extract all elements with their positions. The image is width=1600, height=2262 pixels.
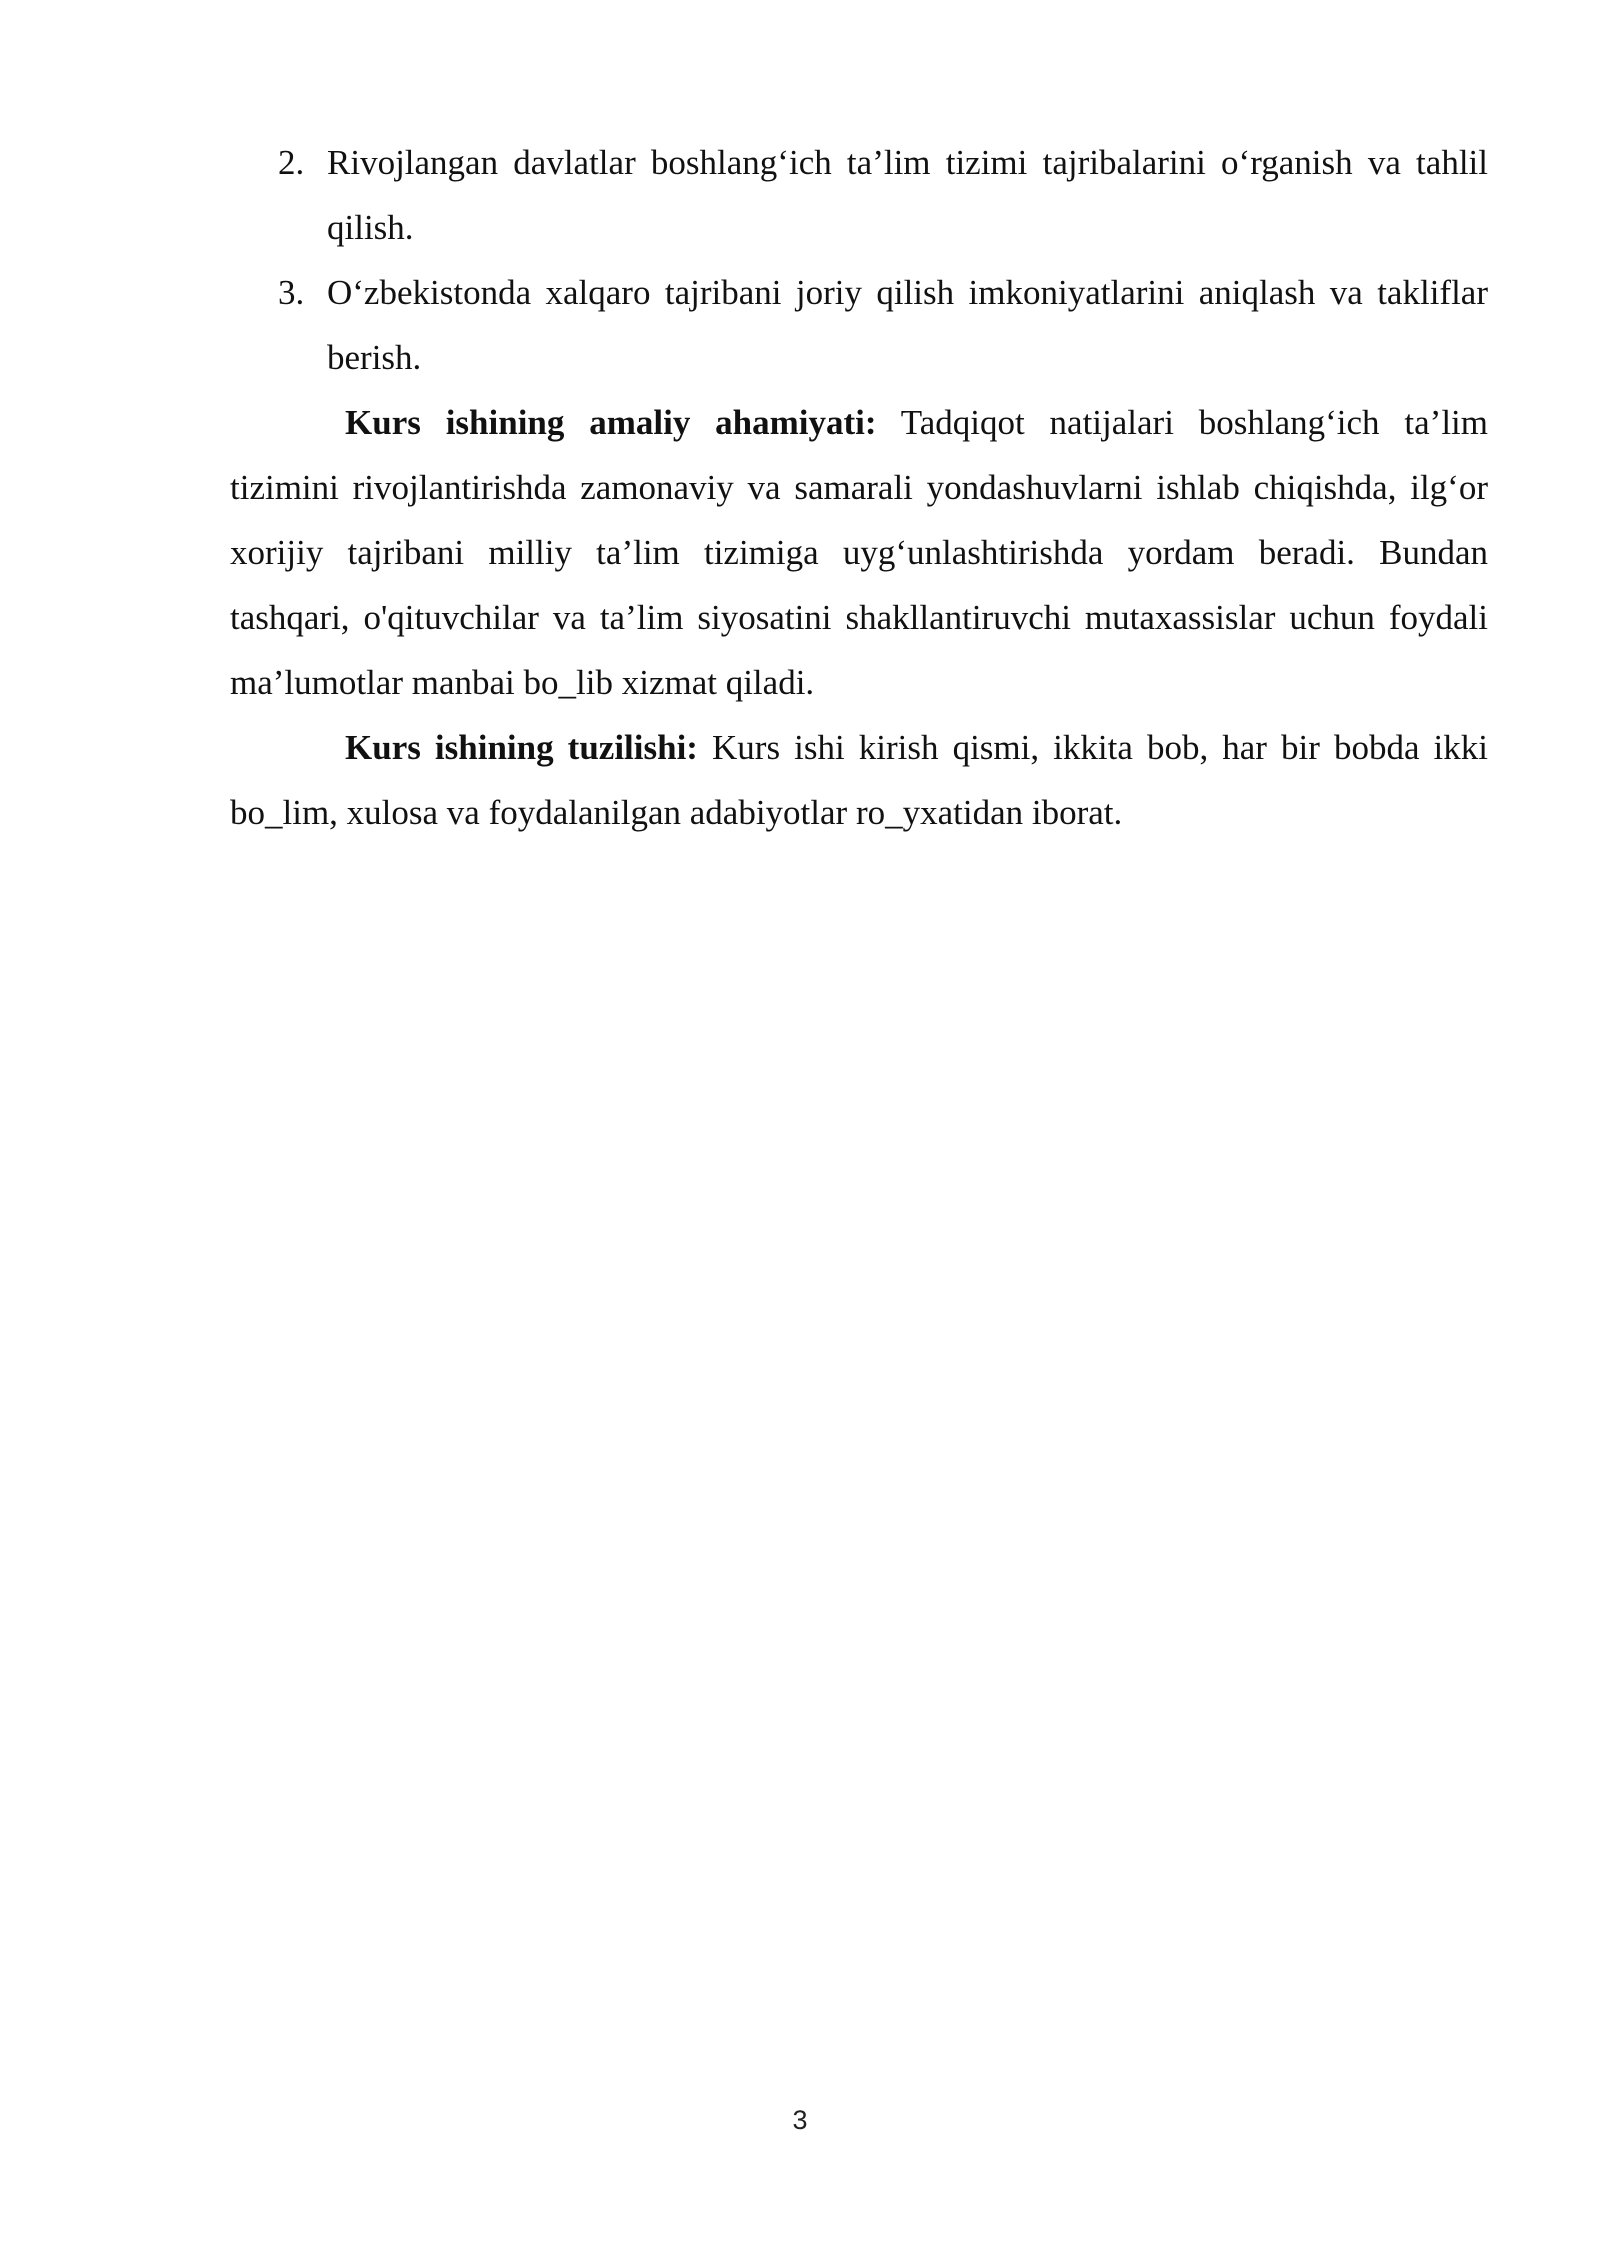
page-number: 3 <box>792 2105 808 2135</box>
paragraph-text: Kurs ishi kirish qismi, ikkita bob, har bir bobda ikki bo_lim, xulosa va foydalanilgan adabiyotlar ro_yxatidan iborat. <box>230 728 1489 832</box>
list-item-text: O‘zbekistonda xalqaro tajribani joriy qilish imkoniyatlarini aniqlash va takliflar berish. <box>327 273 1488 377</box>
paragraph-heading: Kurs ishining tuzilishi: <box>345 728 698 767</box>
paragraph-structure <box>230 715 1488 845</box>
list-item-number: 3. <box>278 273 305 312</box>
list-item <box>230 260 1488 390</box>
list-item-text: Rivojlangan davlatlar boshlang‘ich ta’lim tizimi tajribalarini o‘rganish va tahlil qilish. <box>327 143 1488 247</box>
list-item-number: 2. <box>278 143 305 182</box>
paragraph-text: Tadqiqot natijalari boshlang‘ich ta’lim tizimini rivojlantirishda zamonaviy va samarali yondashuvlarni ishlab chiqishda, ilg‘or xorijiy tajribani milliy ta’lim tizimiga uyg‘unlashtirishda yordam beradi. Bundan tashqari, o'qituvchilar va ta’lim siyosatini shakllantiruvchi mutaxassislar uchun foydali ma’lumotlar manbai bo_lib xizmat qiladi. <box>230 403 1488 702</box>
paragraph-heading: Kurs ishining amaliy ahamiyati: <box>345 403 877 442</box>
list-item <box>230 130 1488 260</box>
page-content <box>230 130 1488 845</box>
paragraph-practical-significance <box>230 390 1488 715</box>
